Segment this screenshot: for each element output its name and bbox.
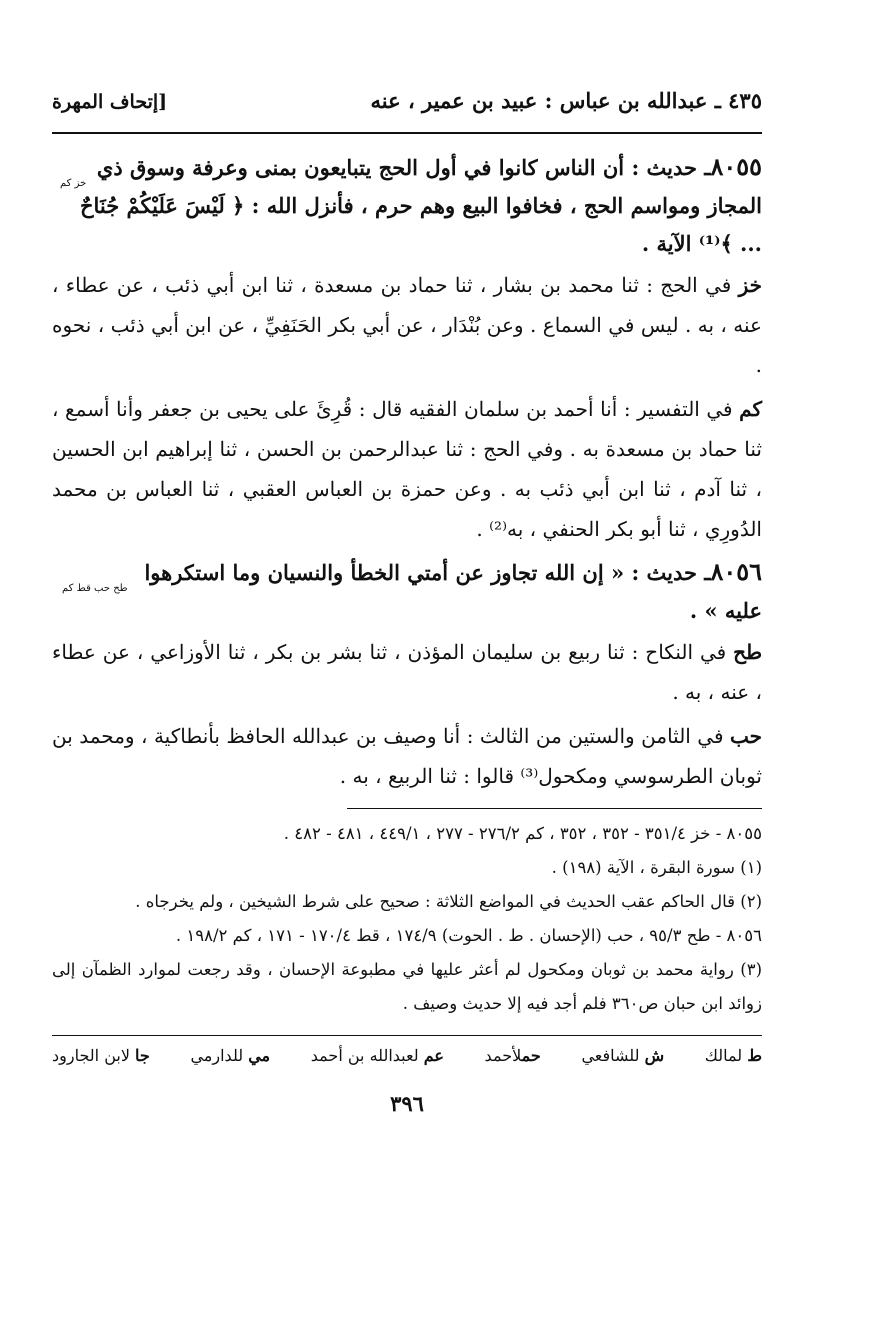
source-symbols: خز كم (60, 178, 87, 189)
header-title: ٤٣٥ ـ عبدالله بن عباس : عبيد بن عمير ، عنه (370, 88, 762, 113)
legend-item (581, 1046, 664, 1065)
isnad-text: في النكاح : ثنا ربيع بن سليمان المؤذن ، ثنا بشر بن بكر ، ثنا الأوزاعي ، عن عطاء ، عنه ، به . (52, 640, 762, 704)
hadith-text: أن الناس كانوا في أول الحج يتبايعون بمنى وعرفة وسوق ذي (96, 155, 625, 180)
legend-item (52, 1046, 150, 1065)
source-abbr: طح (733, 640, 762, 664)
hadith-number: ٨٠٥٦ (710, 557, 762, 586)
legend-abbr: عم (423, 1046, 444, 1065)
hadith-8056-line-2 (52, 592, 762, 630)
isnad-paragraph (52, 265, 762, 385)
isnad-text: في التفسير : أنا أحمد بن سلمان الفقيه قال : قُرِئَ على يحيى بن جعفر وأنا أسمع ، ثنا حماد بن مسعدة به . وفي الحج : ثنا عبدالرحمن بن الحسن ، ثنا إبراهيم ابن الحسين ، ثنا آدم ، ثنا ابن أبي ذئب به . وعن حمزة بن العباس العقبي ، ثنا العباس بن محمد الدُورِي ، ثنا أبو بكر الحنفي ، به⁽²⁾ . (52, 397, 762, 541)
legend-name: للدارمي (190, 1046, 244, 1065)
hadith-8055 (52, 148, 762, 263)
legend-name: لابن الجارود (52, 1046, 130, 1065)
isnad-text: في الثامن والستين من الثالث : أنا وصيف بن عبدالله الحافظ بأنطاكية ، ومحمد بن ثوبان الطرسوسي ومكحول⁽³⁾ قالوا : ثنا الربيع ، به . (52, 724, 762, 788)
footnote: (١) سورة البقرة ، الآية (١٩٨) . (551, 858, 762, 877)
footnote: (٢) قال الحاكم عقب الحديث في المواضع الثلاثة : صحيح على شرط الشيخين ، ولم يخرجاه . (135, 892, 762, 911)
legend-name: لأحمد (484, 1046, 522, 1065)
hadith-label: ـ حديث : (631, 560, 711, 585)
legend-name: لمالك (704, 1046, 743, 1065)
legend-item (705, 1046, 762, 1065)
footnote: ٨٠٥٦ - طح ٩٥/٣ ، حب (الإحسان . ط . الحوت) ١٧٤/٩ ، قط ١٧٠/٤ - ١٧١ ، كم ١٩٨/٢ . (175, 926, 762, 945)
source-abbr: حب (729, 724, 762, 748)
main-text (52, 148, 762, 796)
hadith-number: ٨٠٥٥ (710, 152, 762, 181)
source-abbr: كم (739, 397, 762, 421)
source-abbr: خز (738, 273, 762, 297)
running-header (52, 88, 762, 118)
legend-item (311, 1046, 444, 1065)
legend-abbr: ش (644, 1046, 665, 1065)
page (52, 88, 762, 1116)
isnad-paragraph (52, 632, 762, 712)
header-rule (52, 132, 762, 134)
legend-abbr: مي (248, 1046, 271, 1065)
legend-name: للشافعي (581, 1046, 640, 1065)
source-symbols: طح حب قط كم (62, 583, 128, 594)
abbreviation-legend (52, 1046, 762, 1065)
isnad-text: في الحج : ثنا محمد بن بشار ، ثنا حماد بن مسعدة ، ثنا ابن أبي ذئب ، عن عطاء ، عنه ، به . ليس في السماع . وعن بُنْدَار ، عن أبي بكر الحَنَفِيِّ ، عن ابن أبي ذئب ، نحوه . (52, 273, 762, 377)
header-book-name: [إتحاف المهرة (52, 91, 168, 113)
page-number: ٣٩٦ (390, 1091, 424, 1116)
hadith-8056-line-1 (52, 553, 762, 592)
legend-abbr: حم (521, 1046, 541, 1065)
legend-rule (52, 1035, 762, 1036)
legend-item (485, 1046, 541, 1065)
footnote-rule (347, 808, 762, 809)
hadith-text: المجاز ومواسم الحج ، فخافوا البيع وهم حرم ، فأنزل الله : ﴿ لَيْسَ عَلَيْكُمْ جُنَاحٌ (79, 193, 762, 218)
legend-abbr: ط (747, 1046, 762, 1065)
legend-abbr: جا (135, 1046, 150, 1065)
footnote: (٣) رواية محمد بن ثوبان ومكحول لم أعثر عليها في مطبوعة الإحسان ، وقد رجعت لموارد الظمآن إلى زوائد ابن حبان ص٣٦٠ فلم أجد فيه إلا حديث وصيف . (52, 960, 762, 1013)
legend-item (190, 1046, 270, 1065)
hadith-text: « إن الله تجاوز عن أمتي الخطأ والنسيان وما استكرهوا (144, 560, 625, 585)
hadith-text: عليه » . (689, 598, 762, 623)
hadith-8055-line-3 (52, 225, 762, 263)
hadith-8056 (52, 553, 762, 630)
hadith-label: ـ حديث : (631, 155, 711, 180)
hadith-8055-line-1 (52, 148, 762, 187)
footnotes (52, 817, 762, 1021)
footnote: ٨٠٥٥ - خز ٣٥١/٤ - ٣٥٢ ، ٣٥٢ ، كم ٢٧٦/٢ - ٢٧٧ ، ٤٤٩/١ ، ٤٨١ - ٤٨٢ . (283, 824, 762, 843)
isnad-paragraph (52, 389, 762, 549)
hadith-8055-line-2 (52, 187, 762, 225)
legend-name: لعبدالله بن أحمد (310, 1046, 419, 1065)
isnad-paragraph (52, 716, 762, 796)
hadith-text: ... ﴾⁽¹⁾ الآية . (641, 231, 762, 256)
